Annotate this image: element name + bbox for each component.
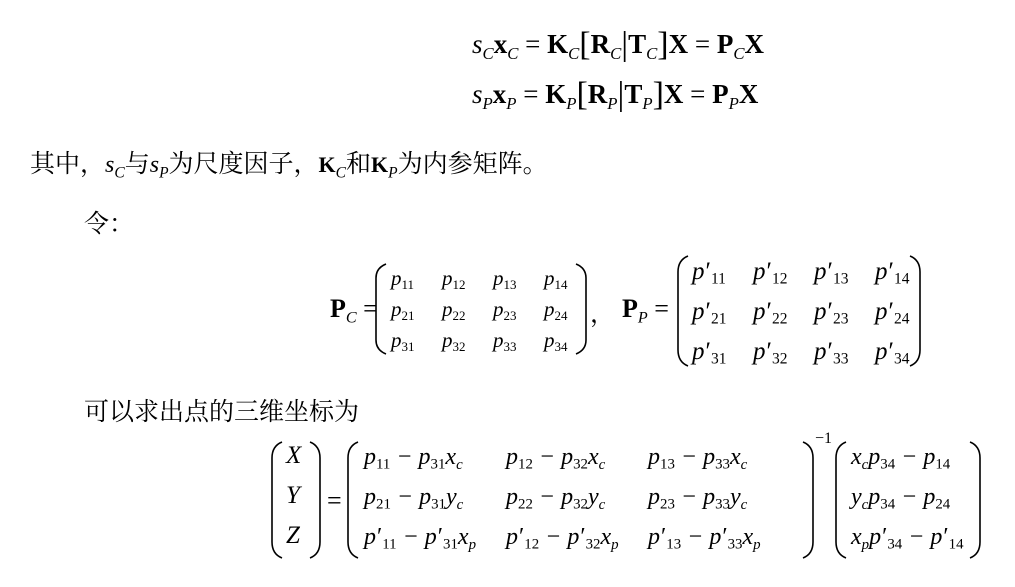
text-ling: 令： — [84, 209, 135, 238]
eq2-left-bracket: [ — [576, 76, 588, 113]
xyz-y: Y — [286, 482, 300, 509]
matrix-right-paren — [803, 442, 813, 558]
eq1-s: s — [472, 29, 483, 59]
text-yu: 与 — [124, 149, 150, 178]
pp-entry-3-4: p′34 — [875, 338, 910, 368]
eq1-R: R — [590, 29, 611, 59]
inv-matrix-3-3: $p'13 - p'33x_p$ — [648, 524, 761, 554]
pp-equals: = — [654, 294, 669, 323]
pc-entry-2-2: p22 — [442, 297, 466, 323]
pc-lhs — [330, 294, 378, 328]
pc-lhs-P: P — [330, 294, 346, 323]
eq2-s: s — [472, 79, 483, 109]
eq1-left-bracket: [ — [579, 26, 591, 63]
inv-matrix-3-2: $p'12 - p'32x_p$ — [506, 524, 619, 554]
xyz-left-paren — [272, 442, 282, 558]
eq2-P-sub: P — [728, 93, 739, 113]
rhs-left-paren — [836, 442, 846, 558]
eq1-T: T — [628, 29, 647, 59]
eq2-s-sub: P — [482, 93, 493, 113]
pc-entry-3-2: p32 — [442, 328, 466, 354]
pp-entry-2-3: p′23 — [814, 298, 849, 328]
eq1-P: P — [716, 29, 734, 59]
pc-entry-2-4: p24 — [544, 297, 568, 323]
eq2-K: K — [545, 79, 567, 109]
eq2-x-sub: P — [506, 93, 517, 113]
pc-right-paren — [576, 264, 586, 354]
eq1-X: X — [668, 29, 689, 59]
pc-equals: = — [363, 294, 378, 323]
eq2-R-sub: P — [607, 93, 618, 113]
pc-entry-1-4: p14 — [544, 266, 568, 292]
pc-entry-3-4: p34 — [544, 328, 568, 354]
kc-symbol: K — [318, 152, 336, 177]
pp-lhs — [622, 294, 669, 328]
pc-entry-1-2: p12 — [442, 266, 466, 292]
eq2-P: P — [712, 79, 729, 109]
eq2-equals: = — [523, 79, 539, 109]
pp-lhs-P: P — [622, 294, 638, 323]
eq1-P-sub: C — [733, 43, 745, 63]
eq1-right-bracket: ] — [657, 26, 669, 63]
kc-sub: C — [335, 164, 347, 182]
matrix-left-paren — [348, 442, 358, 558]
pc-entry-3-1: p31 — [391, 328, 415, 354]
eq1-x: x — [493, 29, 508, 59]
inv-matrix-1-3: $p13 - p33x_c$ — [648, 444, 748, 474]
eq1-K-sub: C — [568, 43, 580, 63]
eq1-X2: X — [744, 29, 765, 59]
pp-entry-3-3: p′33 — [814, 338, 849, 368]
eq2-X2: X — [738, 79, 759, 109]
xyz-right-paren — [310, 442, 320, 558]
eq2-T: T — [624, 79, 643, 109]
eq2-X: X — [663, 79, 684, 109]
inv-matrix-3-1: $p'11 - p'31x_p$ — [364, 524, 476, 554]
text-scale-factor: 为尺度因子， — [168, 149, 319, 178]
pp-entry-2-2: p′22 — [753, 298, 788, 328]
comma-separator: ， — [590, 299, 616, 328]
explanation-line — [30, 144, 548, 182]
sp-sub: P — [159, 164, 169, 182]
eq1-bar: | — [621, 26, 629, 63]
inv-matrix-2-1: $p21 - p31y_c$ — [364, 484, 464, 514]
text-result-line: 可以求出点的三维坐标为 — [84, 397, 360, 426]
pc-entry-3-3: p33 — [493, 328, 517, 354]
sc-sub: C — [114, 164, 125, 182]
text-qizhong: 其中， — [30, 149, 106, 178]
eq2-equals-2: = — [690, 79, 706, 109]
inv-matrix-2-3: $p23 - p33y_c$ — [648, 484, 748, 514]
rhs-right-paren — [970, 442, 980, 558]
xyz-x: X — [286, 442, 302, 469]
pc-entry-2-3: p23 — [493, 297, 517, 323]
pp-entry-1-2: p′12 — [753, 258, 788, 288]
eq2-K-sub: P — [566, 93, 577, 113]
eq2-R: R — [587, 79, 608, 109]
pp-entry-2-4: p′24 — [875, 298, 910, 328]
eq1-equals: = — [525, 29, 541, 59]
sp-symbol: s — [149, 152, 160, 178]
pp-left-paren — [678, 256, 688, 366]
inv-matrix-2-2: $p22 - p32y_c$ — [506, 484, 606, 514]
pc-entry-2-1: p21 — [391, 297, 415, 323]
pp-right-paren — [910, 256, 920, 366]
pc-lhs-sub: C — [345, 309, 357, 327]
pp-entry-3-1: p′31 — [692, 338, 727, 368]
rhs-entry-2: $y_cp34 - p24$ — [851, 484, 951, 514]
pp-entry-1-3: p′13 — [814, 258, 849, 288]
kp-sub: P — [388, 164, 398, 182]
rhs-entry-1: $x_cp34 - p14$ — [851, 444, 951, 474]
eq1-T-sub: C — [646, 43, 658, 63]
eq1-K: K — [547, 29, 569, 59]
eq2-right-bracket: ] — [652, 76, 664, 113]
rhs-entry-3: $x_pp'34 - p'14$ — [851, 524, 964, 554]
pp-entry-3-2: p′32 — [753, 338, 788, 368]
eq1-equals-2: = — [694, 29, 711, 59]
sc-symbol: s — [105, 152, 115, 178]
eq2-x: x — [492, 79, 507, 109]
pc-entry-1-1: p11 — [391, 266, 415, 292]
pp-entry-2-1: p′21 — [692, 298, 727, 328]
eq1-x-sub: C — [507, 43, 519, 63]
final-equals: = — [327, 486, 342, 515]
text-he: 和 — [346, 149, 372, 178]
eq2-bar: | — [617, 76, 625, 113]
pp-entry-1-4: p′14 — [875, 258, 910, 288]
xyz-z: Z — [286, 522, 300, 549]
eq1-s-sub: C — [482, 43, 494, 63]
equation-camera-projection — [472, 24, 764, 64]
eq1-R-sub: C — [610, 43, 622, 63]
inv-matrix-1-2: $p12 - p32x_c$ — [506, 444, 606, 474]
text-intrinsic: 为内参矩阵。 — [397, 149, 548, 178]
inv-matrix-1-1: $p11 - p31x_c$ — [364, 444, 463, 474]
pp-entry-1-1: p′11 — [692, 258, 726, 288]
equation-projector-projection — [472, 74, 758, 114]
inverse-exponent: −1 — [815, 430, 833, 447]
pp-lhs-sub: P — [637, 309, 648, 327]
kp-symbol: K — [371, 152, 389, 177]
eq2-T-sub: P — [642, 93, 653, 113]
pc-entry-1-3: p13 — [493, 266, 517, 292]
